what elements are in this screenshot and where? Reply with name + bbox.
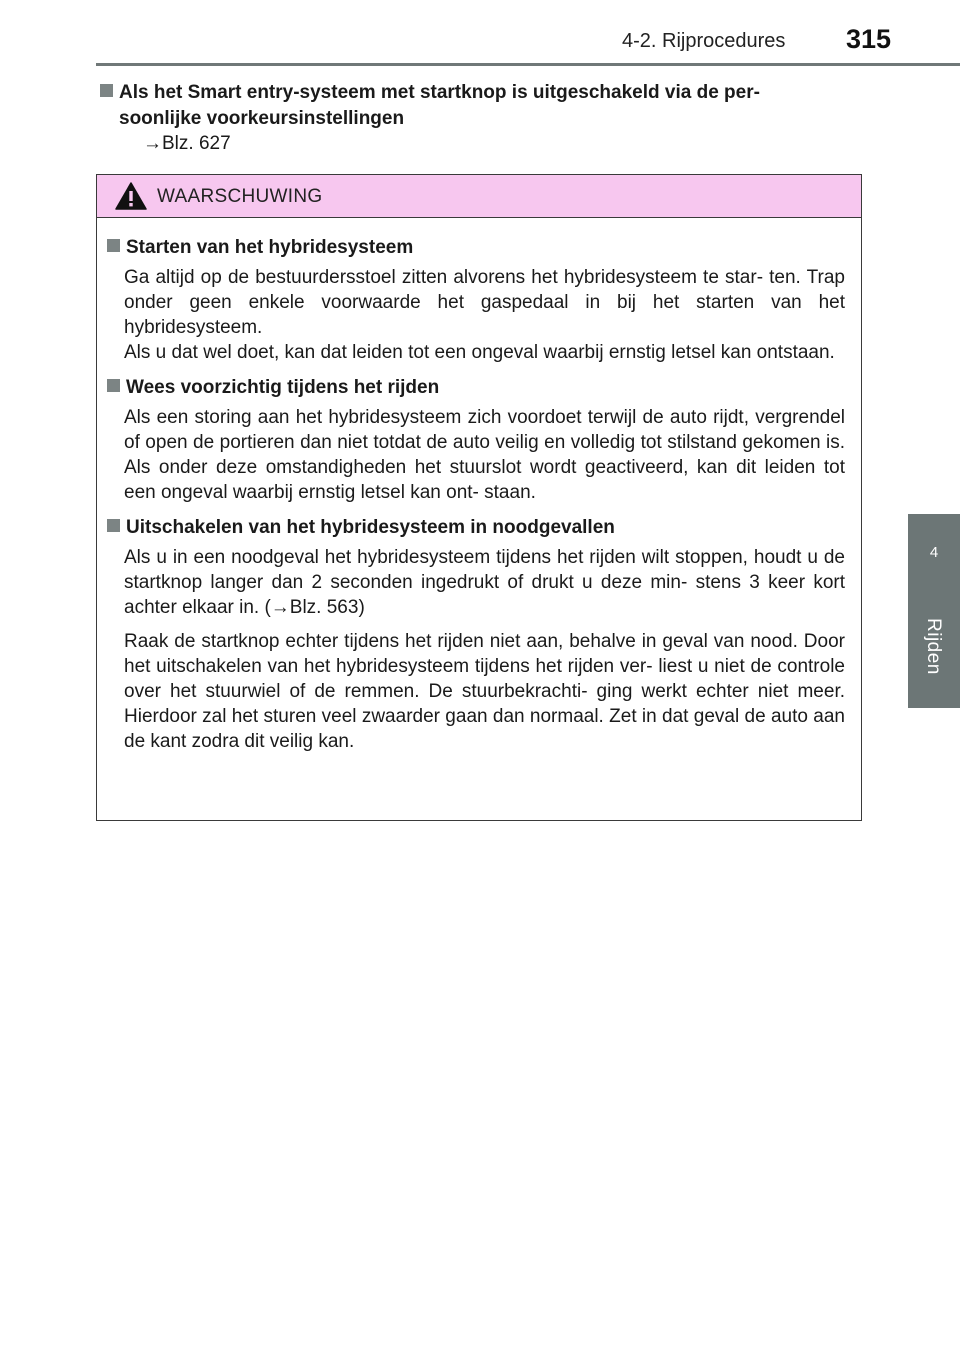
warning-item bbox=[107, 235, 845, 365]
intro-heading-line2: soonlijke voorkeursinstellingen bbox=[119, 108, 405, 129]
warning-triangle-icon bbox=[115, 182, 147, 210]
header-divider bbox=[96, 63, 960, 66]
square-bullet-icon bbox=[107, 239, 120, 252]
warning-item-text: Als u in een noodgeval het hybridesysteem tijdens het rijden wilt stoppen, houdt u de startknop langer dan 2 seconden ingedrukt of drukt u deze min- stens 3 keer kort achter elkaar in. (→Blz. 563) bbox=[124, 547, 845, 618]
warning-item-text: Als een storing aan het hybridesysteem zich voordoet terwijl de auto rijdt, vergrendel of open de portieren dan niet totdat de auto veilig en volledig tot stilstand gekomen is. Als onder deze omstandigheden het stuurslot wordt geactiveerd, kan dit leiden tot een ongeval waarbij ernstig letsel kan ont- staan. bbox=[124, 407, 845, 503]
warning-title: WAARSCHUWING bbox=[157, 186, 323, 207]
page-number: 315 bbox=[846, 24, 892, 54]
square-bullet-icon bbox=[107, 519, 120, 532]
square-bullet-icon bbox=[100, 84, 113, 97]
warning-header bbox=[97, 175, 861, 218]
warning-item bbox=[107, 515, 845, 754]
intro-heading-line1: Als het Smart entry-systeem met startknop is uitgeschakeld via de per- bbox=[119, 82, 760, 103]
chapter-tab-number: 4 bbox=[929, 544, 939, 561]
warning-body bbox=[97, 218, 861, 754]
warning-item-title: Starten van het hybridesysteem bbox=[126, 237, 414, 258]
intro-heading bbox=[100, 80, 862, 132]
section-title: 4-2. Rijprocedures bbox=[622, 30, 786, 52]
warning-box bbox=[96, 174, 862, 821]
chapter-tab bbox=[908, 514, 960, 708]
warning-item-text: Raak de startknop echter tijdens het rijden niet aan, behalve in geval van nood. Door het uitschakelen van het hybridesysteem tijdens het rijden ver- liest u niet de controle over het stuurwiel of de remmen. De stuurbekrachti- ging werkt echter niet meer. Hierdoor zal het sturen veel zwaarder gaan dan normaal. Zet in dat geval de auto aan de kant zodra dit veilig kan. bbox=[124, 631, 845, 752]
chapter-tab-label: Rijden bbox=[923, 618, 944, 675]
warning-item-title: Uitschakelen van het hybridesysteem in noodgevallen bbox=[126, 517, 615, 538]
warning-item bbox=[107, 375, 845, 505]
square-bullet-icon bbox=[107, 379, 120, 392]
warning-item-text: Ga altijd op de bestuurdersstoel zitten alvorens het hybridesysteem te star- ten. Trap onder geen enkele voorwaarde het gaspedaal in bij het starten van het hybridesysteem. bbox=[124, 267, 845, 338]
intro-page-reference: →Blz. 627 bbox=[143, 133, 231, 154]
warning-item-title: Wees voorzichtig tijdens het rijden bbox=[126, 377, 440, 398]
warning-item-text: Als u dat wel doet, kan dat leiden tot een ongeval waarbij ernstig letsel kan ontstaan. bbox=[124, 342, 835, 363]
